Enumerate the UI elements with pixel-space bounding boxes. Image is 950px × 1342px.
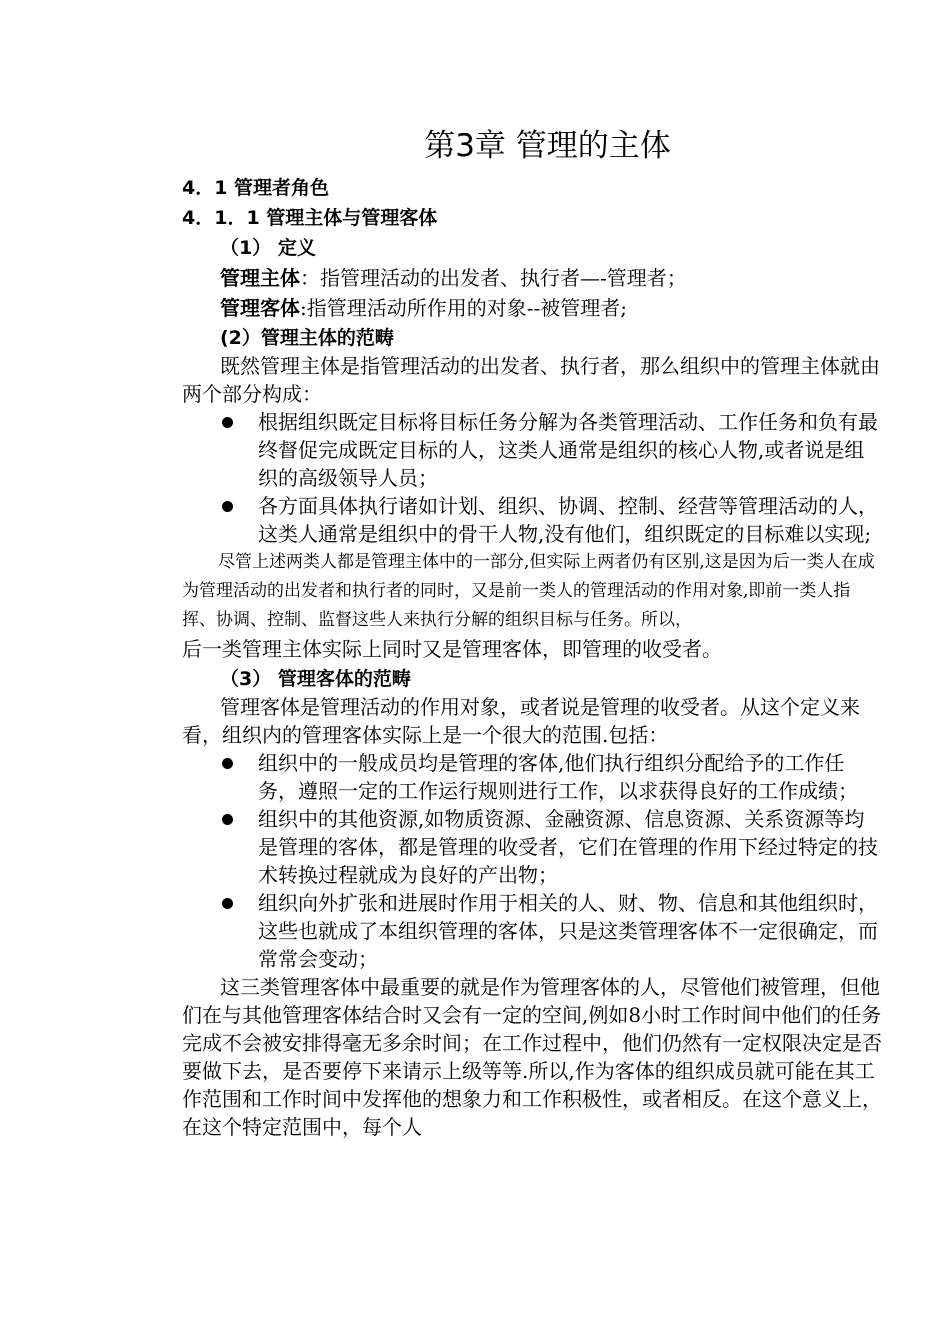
paragraph-object-intro: 管理客体是管理活动的作用对象，或者说是管理的收受者。从这个定义来看，组织内的管理客体实际上是一个很大的范围.包括： — [182, 695, 860, 747]
list-item-text: 组织中的一般成员均是管理的客体,他们执行组织分配给予的工作任务，遵照一定的工作运行规则进行工作，以求获得良好的工作成绩； — [258, 751, 858, 803]
definition-subject-label: 管理主体 — [220, 266, 300, 290]
list-item-text: 各方面具体执行诸如计划、组织、协调、控制、经营等管理活动的人，这类人通常是组织中的骨干人物,没有他们，组织既定的目标难以实现; — [258, 494, 878, 546]
list-item-text: 组织中的其他资源,如物质资源、金融资源、信息资源、关系资源等均是管理的客体，都是管理的收受者，它们在管理的作用下经过特定的技术转换过程就成为良好的产出物； — [258, 807, 878, 887]
document-body — [182, 174, 882, 1141]
bullet-icon — [222, 417, 233, 428]
definition-object — [220, 294, 882, 322]
list-item-text: 组织向外扩张和进展时作用于相关的人、财、物、信息和其他组织时，这些也就成了本组织管理的客体，只是这类管理客体不一定很确定，而常常会变动； — [258, 891, 878, 971]
subsection-definition: （1） 定义 — [220, 237, 316, 259]
paragraph-subject-conclusion: 后一类管理主体实际上同时又是管理客体，即管理的收受者。 — [182, 637, 722, 661]
bullet-icon — [222, 814, 233, 825]
bullet-icon — [222, 898, 233, 909]
definition-object-label: 管理客体 — [220, 296, 300, 320]
list-item — [182, 408, 882, 492]
subsection-subject-scope: (2）管理主体的范畴 — [220, 327, 394, 349]
list-item — [182, 889, 882, 973]
subject-bullet-list — [182, 408, 882, 548]
list-item — [182, 805, 882, 889]
bullet-icon — [222, 758, 233, 769]
paragraph-subject-intro: 既然管理主体是指管理活动的出发者、执行者，那么组织中的管理主体就由两个部分构成： — [182, 354, 880, 406]
definition-object-text: :指管理活动所作用的对象--被管理者; — [300, 296, 627, 320]
object-bullet-list — [182, 749, 882, 973]
list-item — [182, 749, 882, 805]
paragraph-subject-difference: 尽管上述两类人都是管理主体中的一部分,但实际上两者仍有区别,这是因为后一类人在成为管理活动的出发者和执行者的同时，又是前一类人的管理活动的作用对象,即前一类人指挥、协调、控制、监督这些人来执行分解的组织目标与任务。所以， — [182, 552, 875, 630]
paragraph-object-people: 这三类管理客体中最重要的就是作为管理客体的人，尽管他们被管理，但他们在与其他管理客体结合时又会有一定的空间,例如8小时工作时间中他们的任务完成不会被安排得毫无多余时间；在工作过程中，他们仍然有一定权限决定是否要做下去，是否要停下来请示上级等等.所以,作为客体的组织成员就可能在其工作范围和工作时间中发挥他的想象力和工作积极性，或者相反。在这个意义上，在这个特定范围中，每个人 — [182, 975, 882, 1139]
list-item-text: 根据组织既定目标将目标任务分解为各类管理活动、工作任务和负有最终督促完成既定目标的人，这类人通常是组织的核心人物,或者说是组织的高级领导人员； — [258, 410, 878, 490]
definition-subject-text: ：指管理活动的出发者、执行者—-管理者； — [300, 266, 687, 290]
definition-subject — [220, 264, 882, 292]
subsection-object-scope: （3） 管理客体的范畴 — [220, 668, 411, 690]
list-item — [182, 492, 882, 548]
chapter-title: 第3章 管理的主体 — [424, 128, 671, 164]
section-heading-4-1-1: 4．1．1 管理主体与管理客体 — [182, 207, 438, 229]
section-heading-4-1: 4．1 管理者角色 — [182, 177, 330, 199]
bullet-icon — [222, 501, 233, 512]
